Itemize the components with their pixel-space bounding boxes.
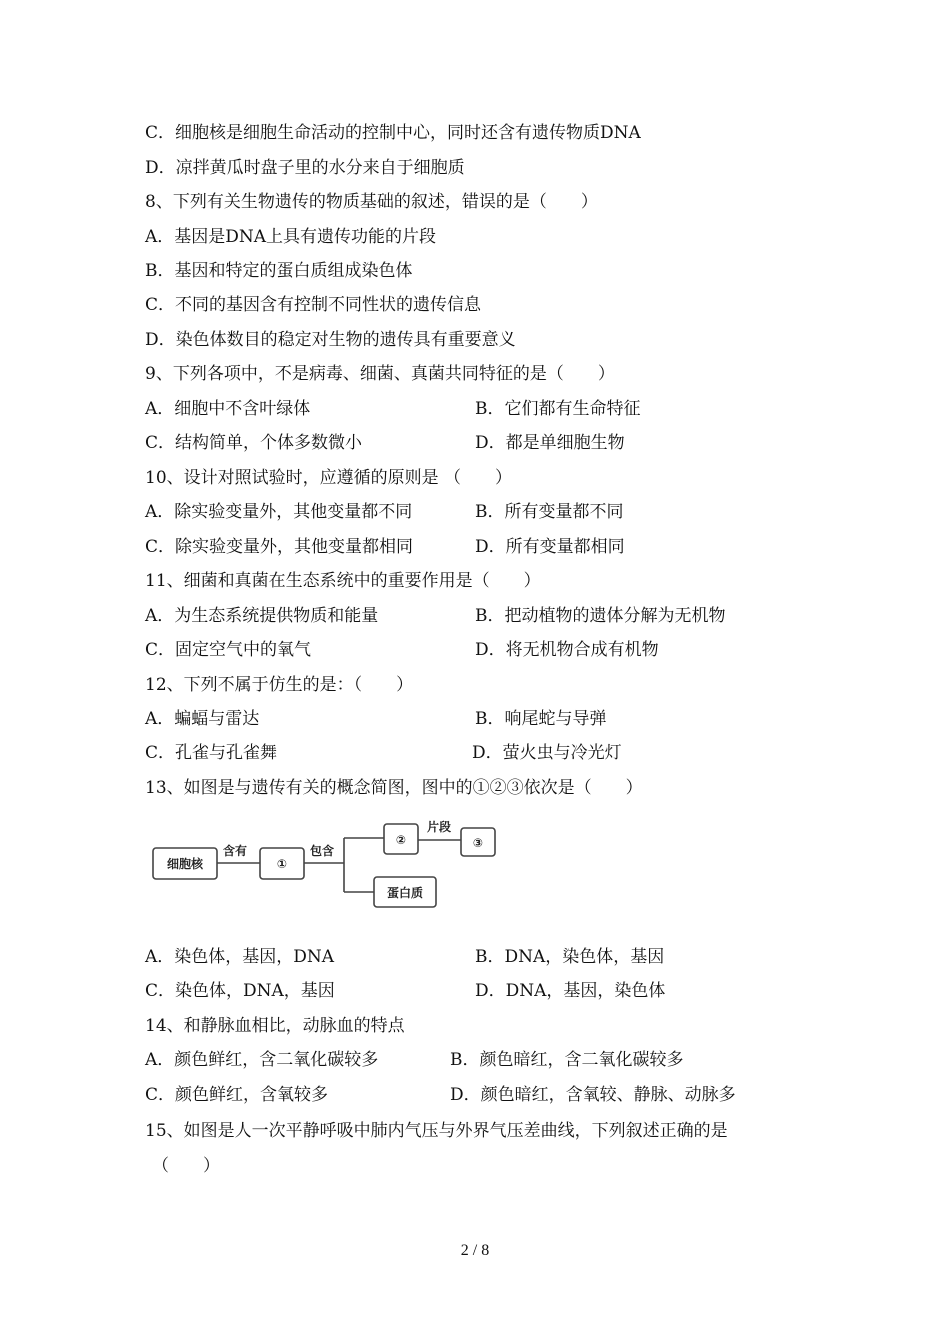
option-10d: D．所有变量都相同 <box>475 537 625 557</box>
node-nucleus-label: 细胞核 <box>166 857 204 871</box>
option-12a: A．蝙蝠与雷达 <box>145 709 260 729</box>
option-13d: D．DNA，基因，染色体 <box>475 981 666 1001</box>
question-14: 14、和静脉血相比，动脉血的特点 <box>145 1016 405 1036</box>
option-11a: A．为生态系统提供物质和能量 <box>145 606 379 626</box>
option-11d: D．将无机物合成有机物 <box>475 640 659 660</box>
option-13b: B．DNA，染色体，基因 <box>475 947 665 967</box>
option-8c: C．不同的基因含有控制不同性状的遗传信息 <box>145 295 482 315</box>
question-11: 11、细菌和真菌在生态系统中的重要作用是（ ） <box>145 571 541 591</box>
option-12d: D．萤火虫与冷光灯 <box>472 743 622 763</box>
node-1-label: ① <box>276 857 288 871</box>
option-8a: A．基因是DNA上具有遗传功能的片段 <box>145 227 437 247</box>
question-15: 15、如图是人一次平静呼吸中肺内气压与外界气压差曲线，下列叙述正确的是 <box>145 1121 728 1141</box>
option-11b: B．把动植物的遗体分解为无机物 <box>475 606 726 626</box>
question-15-paren: （ ） <box>152 1156 220 1176</box>
option-14a: A．颜色鲜红，含二氧化碳较多 <box>145 1050 379 1070</box>
question-9: 9、下列各项中，不是病毒、细菌、真菌共同特征的是（ ） <box>145 364 615 384</box>
option-13c: C．染色体，DNA，基因 <box>145 981 335 1001</box>
node-3-label: ③ <box>472 836 484 850</box>
option-10b: B．所有变量都不同 <box>475 502 624 522</box>
option-13a: A．染色体，基因，DNA <box>145 947 335 967</box>
option-14b: B．颜色暗红，含二氧化碳较多 <box>450 1050 684 1070</box>
option-9b: B．它们都有生命特征 <box>475 399 641 419</box>
option-8d: D．染色体数目的稳定对生物的遗传具有重要意义 <box>145 330 516 350</box>
option-7c: C．细胞核是细胞生命活动的控制中心，同时还含有遗传物质DNA <box>145 123 641 143</box>
node-2-label: ② <box>395 833 407 847</box>
question-10: 10、设计对照试验时，应遵循的原则是 （ ） <box>145 468 513 488</box>
page-number: 2 / 8 <box>460 1242 490 1259</box>
concept-diagram <box>150 818 510 918</box>
question-12: 12、下列不属于仿生的是：（ ） <box>145 675 414 695</box>
option-14d: D．颜色暗红，含氧较、静脉、动脉多 <box>450 1085 736 1105</box>
option-12b: B．响尾蛇与导弹 <box>475 709 607 729</box>
option-10a: A．除实验变量外，其他变量都不同 <box>145 502 413 522</box>
option-9c: C．结构简单，个体多数微小 <box>145 433 363 453</box>
option-12c: C．孔雀与孔雀舞 <box>145 743 278 763</box>
option-9a: A．细胞中不含叶绿体 <box>145 399 311 419</box>
edge-segment-label: 片段 <box>426 820 452 834</box>
option-7d: D．凉拌黄瓜时盘子里的水分来自于细胞质 <box>145 158 465 178</box>
option-11c: C．固定空气中的氧气 <box>145 640 312 660</box>
question-8: 8、下列有关生物遗传的物质基础的叙述，错误的是（ ） <box>145 192 598 212</box>
question-13: 13、如图是与遗传有关的概念简图，图中的①②③依次是（ ） <box>145 778 643 798</box>
node-protein-label: 蛋白质 <box>386 886 424 900</box>
edge-contains-label: 含有 <box>222 844 248 858</box>
option-8b: B．基因和特定的蛋白质组成染色体 <box>145 261 413 281</box>
option-10c: C．除实验变量外，其他变量都相同 <box>145 537 414 557</box>
option-9d: D．都是单细胞生物 <box>475 433 625 453</box>
edge-includes-label: 包含 <box>309 844 335 858</box>
option-14c: C．颜色鲜红，含氧较多 <box>145 1085 329 1105</box>
